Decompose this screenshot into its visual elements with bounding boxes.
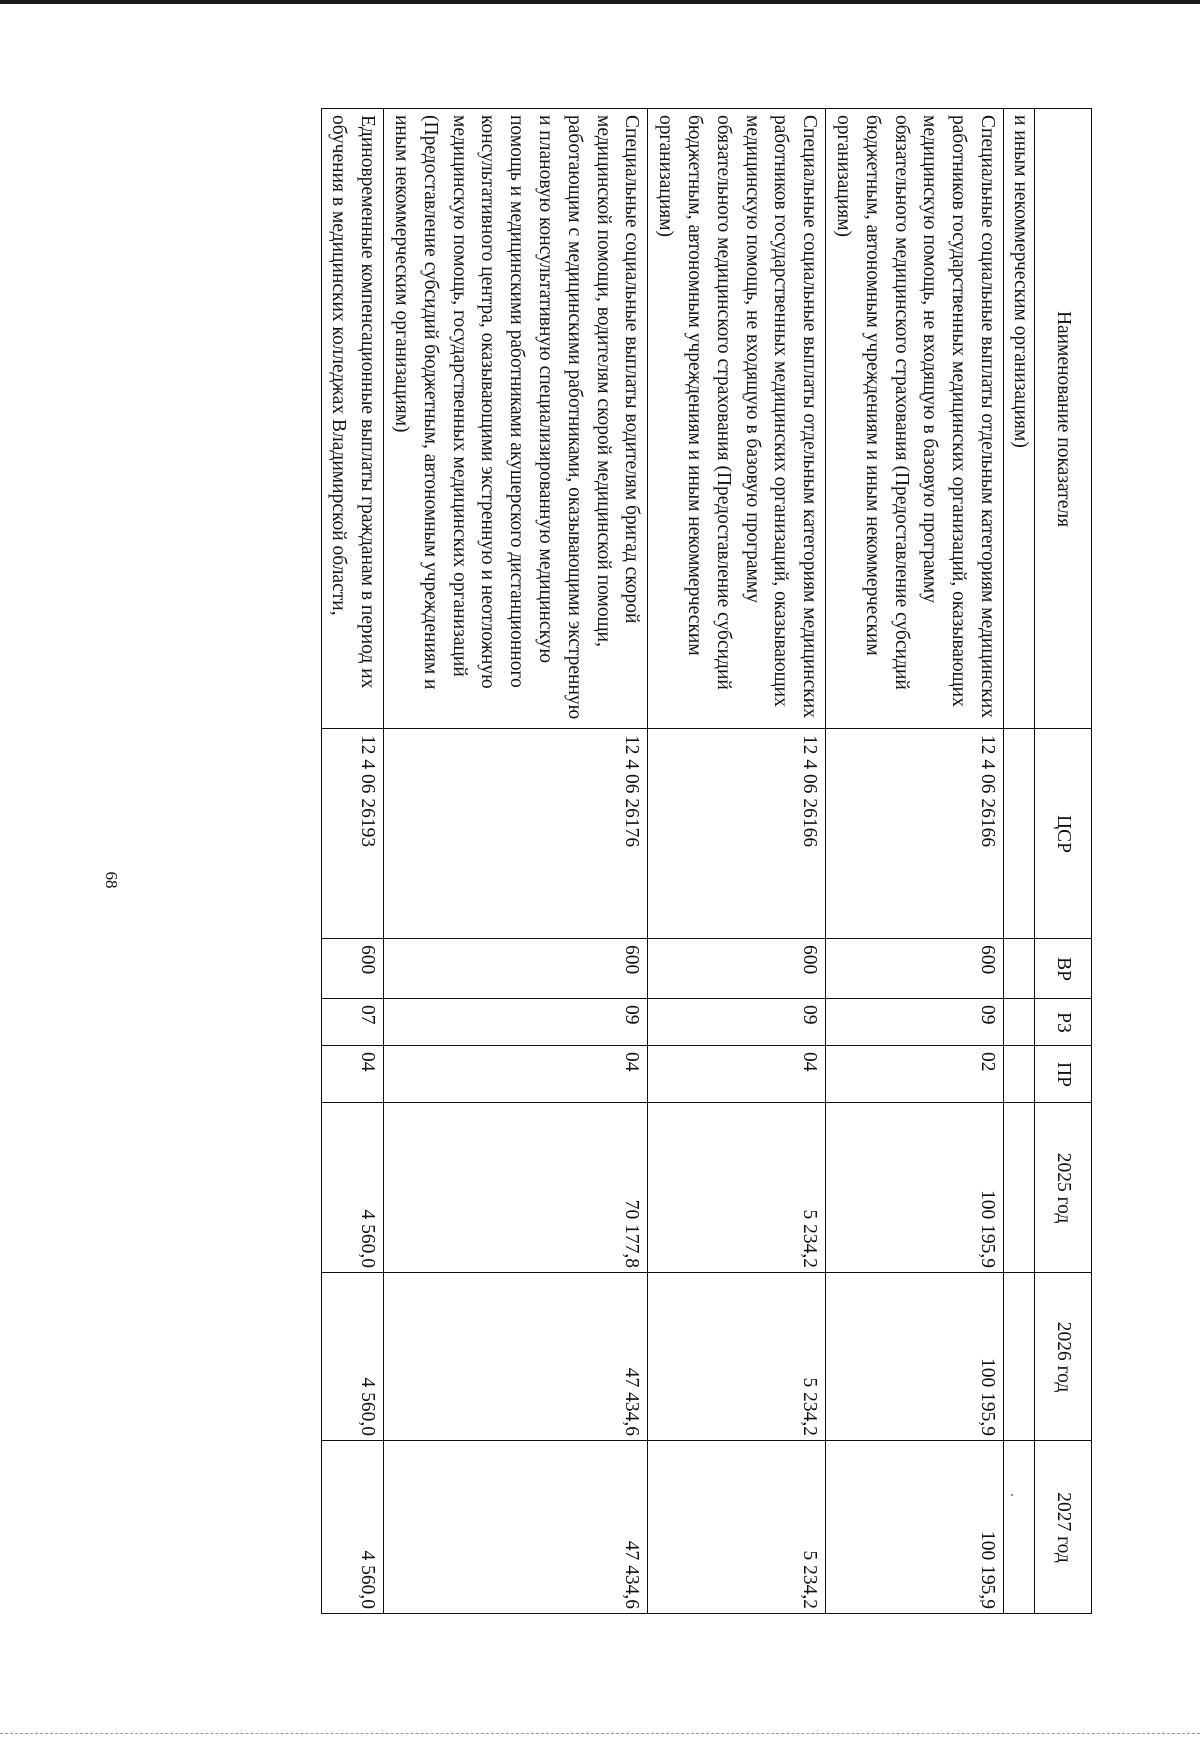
row-2027: 4 560,0 [321,1441,384,1614]
row-2027: 5 234,2 [648,1441,826,1614]
page-number: 68 [102,871,121,889]
row-csr: 12 4 06 26176 [384,729,648,939]
row-2026: 5 234,2 [648,1273,826,1441]
row-2025: 5 234,2 [648,1103,826,1273]
header-name: Наименование показателя [1035,109,1092,729]
table-row [826,109,1004,1614]
row-csr: 12 4 06 26193 [321,729,384,939]
row-pr: 02 [826,1046,1004,1103]
header-2027: 2027 год [1035,1441,1092,1614]
continuation-text: и иным некоммерческим организациям) [1004,109,1035,729]
row-2026: 4 560,0 [321,1273,384,1441]
row-2027: 47 434,6 [384,1441,648,1614]
row-2026: 47 434,6 [384,1273,648,1441]
header-2025: 2025 год [1035,1103,1092,1273]
row-pr: 04 [321,1046,384,1103]
row-rz: 09 [826,999,1004,1046]
header-rz: РЗ [1035,999,1092,1046]
row-name: Единовременные компенсационные выплаты гражданам в период их обучения в медицинских колледжах Владимирской области, [321,109,384,729]
row-name: Специальные социальные выплаты отдельным категориям медицинских работников государственных медицинских организаций, оказывающих медицинскую помощь, не входящую в базовую программу обязательного медицинского страхования (Предоставление субсидий бюджетным, автономным учреждениям и иным некоммерческим организациям) [648,109,826,729]
row-rz: 09 [648,999,826,1046]
row-name: Специальные социальные выплаты отдельным категориям медицинских работников государственных медицинских организаций, оказывающих медицинскую помощь, не входящую в базовую программу обязательного медицинского страхования (Предоставление субсидий бюджетным, автономным учреждениям и иным некоммерческим организациям) [826,109,1004,729]
empty-cell [1004,1273,1035,1441]
row-name: Специальные социальные выплаты водителям бригад скорой медицинской помощи, водителям скорой медицинской помощи, работающим с медицинскими работниками, оказывающими экстренную и плановую консультативную специализированную медицинскую помощь и медицинскими работниками акушерского дистанционного консультативного центра, оказывающими экстренную и неотложную медицинскую помощь, государственных медицинских организаций (Предоставление субсидий бюджетным, автономным учреждениям и иным некоммерческим организациям) [384,109,648,729]
table-row [321,109,384,1614]
row-rz: 09 [384,999,648,1046]
header-csr: ЦСР [1035,729,1092,939]
row-vr: 600 [321,939,384,999]
row-vr: 600 [648,939,826,999]
header-2026: 2026 год [1035,1273,1092,1441]
row-2026: 100 195,9 [826,1273,1004,1441]
header-pr: ПР [1035,1046,1092,1103]
header-vr: ВР [1035,939,1092,999]
row-2027: 100 195,9 [826,1441,1004,1614]
scan-edge-top [0,0,1200,4]
row-vr: 600 [826,939,1004,999]
table-row [648,109,826,1614]
empty-cell [1004,999,1035,1046]
row-vr: 600 [384,939,648,999]
empty-cell [1004,1046,1035,1103]
row-pr: 04 [648,1046,826,1103]
row-pr: 04 [384,1046,648,1103]
budget-table [321,108,1092,1614]
table-row [384,109,648,1614]
row-rz: 07 [321,999,384,1046]
scan-edge-bottom [0,1733,1200,1736]
row-2025: 4 560,0 [321,1103,384,1273]
table-header-row [1035,109,1092,1614]
table-row-continuation [1004,109,1035,1614]
empty-cell [1004,729,1035,939]
budget-table-rotated [170,108,1092,1613]
empty-cell [1004,1103,1035,1273]
row-csr: 12 4 06 26166 [648,729,826,939]
row-2025: 100 195,9 [826,1103,1004,1273]
empty-cell [1004,939,1035,999]
row-2025: 70 177,8 [384,1103,648,1273]
empty-cell [1004,1441,1035,1614]
row-csr: 12 4 06 26166 [826,729,1004,939]
